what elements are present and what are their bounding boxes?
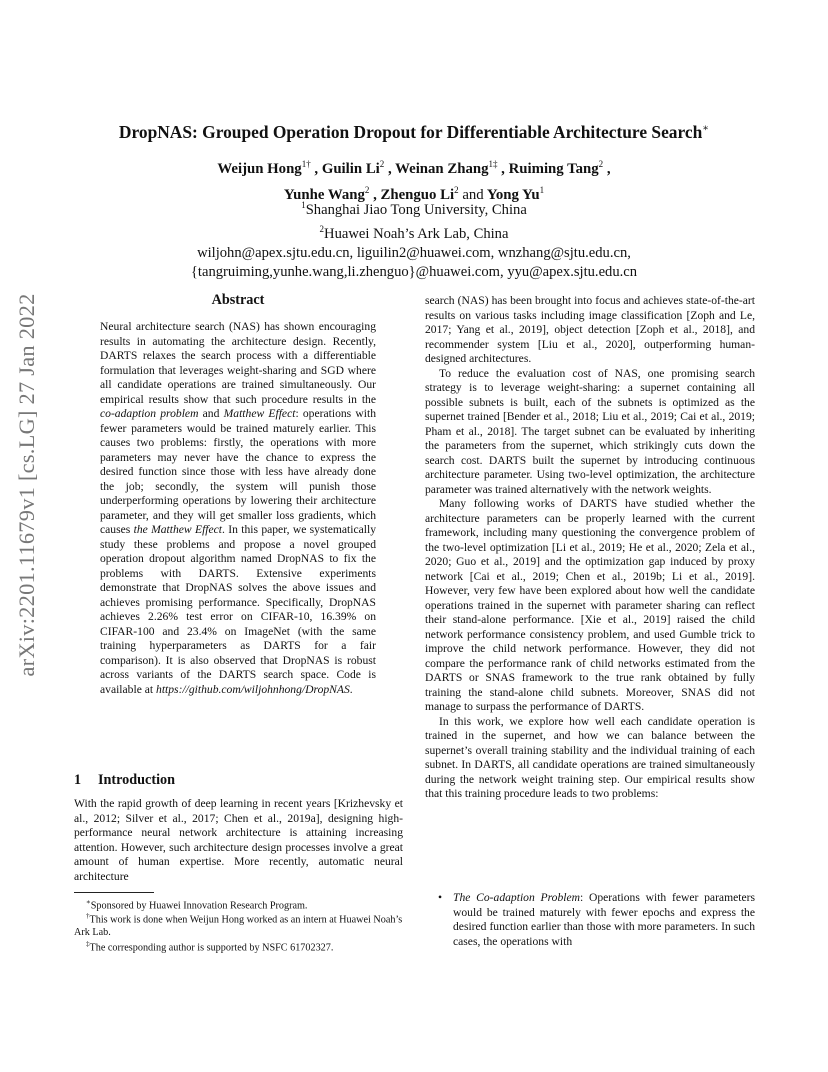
footnote: ∗Sponsored by Huawei Innovation Research Program. xyxy=(86,898,308,912)
paper-title: DropNAS: Grouped Operation Dropout for Differentiable Architecture Search∗ xyxy=(118,121,710,142)
author-line-1: Weijun Hong$^{1\dagger}$ , Guilin Li$^2$ , Weinan Zhang$^{1\ddagger}$ , Ruiming Tang$^2$ , xyxy=(217,159,611,177)
author-name: Ruiming Tang xyxy=(508,160,599,177)
author-name: Weinan Zhang xyxy=(395,160,489,177)
email-line: {tangruiming,yunhe.wang,li.zhenguo}@huawei.com, yyu@apex.sjtu.edu.cn xyxy=(190,263,638,280)
paragraph: search (NAS) has been brought into focus and achieves state-of-the-art results on various tasks including image classification [Zoph and Le, 2017; Yang et al., 2019], object detection [Zoph et al., 2018], and recommender system [Liu et al., 2020], outperforming human-designed architectures. xyxy=(425,294,755,365)
author-name: Guilin Li xyxy=(321,160,380,177)
right-column xyxy=(425,294,755,802)
code-link[interactable]: https://github.com/wiljohnhong/DropNAS xyxy=(156,682,350,696)
author-name: Yunhe Wang xyxy=(283,186,365,203)
author-line-2: Yunhe Wang$^2$ , Zhenguo Li$^2$ and Yong Yu$^1$ xyxy=(283,184,545,203)
paragraph: Many following works of DARTS have studied whether the architecture parameters can be properly learned with the current framework, including many questioning the convergence problem of the two-level optimization [Li et al., 2019; He et al., 2020; Zela et al., 2020; Guo et al., 2019] and the optimization gap induced by proxy network [Cai et al., 2019; Chen et al., 2019b; Li et al., 2019]. However, very few have been explored about how well the candidate operations trained in the supernet with parameter sharing can reflect their stand-alone performance. [Xie et al., 2019] raised the child network performance consistency problem, and used Gumble trick to improve the child network performance. However, they did not compare the performance rank of child networks estimated from the DARTS or SNAS framework to the true rank obtained by fully training the stand-alone child subnets. Moreover, SNAS did not manage to surpass the performance of DARTS. xyxy=(425,497,755,713)
affiliations xyxy=(0,196,828,282)
author-name: Yong Yu xyxy=(486,186,540,203)
abstract-heading: Abstract xyxy=(211,292,265,308)
author-name: Zhenguo Li xyxy=(380,186,455,203)
abstract-body: Neural architecture search (NAS) has shown encouraging results in automating the architecture design. Recently, DARTS relaxes the search process with a differentiable formulation that leverages weight-sharing and SGD where all candidate operations are trained simultaneously. Our empirical results show that such procedure results in the co-adaption problem and Matthew Effect: operations with fewer parameters would be trained maturely earlier. This causes two problems: firstly, the operations with more parameters may never have the chance to express the desired function since those with less have already done the job; secondly, the system will punish those underperforming operations by lowering their architecture parameter, and they will get smaller loss gradients, which causes the Matthew Effect. In this paper, we systematically study these problems and propose a novel grouped operation dropout algorithm named DropNAS to fix the problems with DARTS. Extensive experiments demonstrate that DropNAS solves the above issues and achieves promising performance. Specifically, DropNAS achieves 2.26% test error on CIFAR-10, 16.39% on CIFAR-100 and 23.4% on ImageNet (with the same training hyperparameters as DARTS for a fair comparison). It is also observed that DropNAS is robust across variants of the DARTS search space. Code is available at https://github.com/wiljohnhong/DropNAS. xyxy=(100,320,376,696)
footnote: †This work is done when Weijun Hong worked as an intern at Huawei Noah’s Ark Lab. xyxy=(74,912,403,939)
email-line: wiljohn@apex.sjtu.edu.cn, liguilin2@huawei.com, wnzhang@sjtu.edu.cn, xyxy=(197,244,631,261)
paragraph: To reduce the evaluation cost of NAS, one promising search strategy is to leverage weight-sharing: a supernet containing all possible subnets is built, each of the subnets is optimized as the supernet trained [Bender et al., 2018; Liu et al., 2019; Cai et al., 2019; Pham et al., 2018]. The target subnet can be evaluated by inheriting the parameters from the supernet, which strikingly cuts down the search cost. DARTS built the supernet by introducing continuous architecture parameter. Using two-level optimization, the architecture parameter was trained alternatively with the network weights. xyxy=(425,366,755,496)
author-name: Weijun Hong xyxy=(217,160,302,177)
bullet-item: • The Co-adaption Problem: Operations with fewer parameters would be trained maturely with fewer epochs and express the desired function earlier than those with more parameters. In such cases, the operations with xyxy=(438,891,755,948)
footnote: ‡The corresponding author is supported by NSFC 61702327. xyxy=(86,940,334,954)
affiliation: $^2$Huawei Noah’s Ark Lab, China xyxy=(319,223,509,242)
paragraph: In this work, we explore how well each candidate operation is trained in the supernet, and how we can balance between the supernet’s overall training stability and the individual training of each subnet. In DARTS, all candidate operations are trained simultaneously during the network weight training step. Our empirical results show that this training procedure leads to two problems: xyxy=(425,714,755,800)
intro-paragraph: With the rapid growth of deep learning in recent years [Krizhevsky et al., 2012; Silver et al., 2017; Chen et al., 2019a], designing high-performance neural network architecture is attaining increasing attention. However, such architecture design processes involve a great amount of human expertise. More recently, automatic neural architecture xyxy=(74,797,403,883)
arxiv-stamp: arXiv:2201.11679v1 [cs.LG] 27 Jan 2022 xyxy=(14,293,39,677)
affiliation: $^1$Shanghai Jiao Tong University, China xyxy=(301,200,527,218)
bullet-icon: • xyxy=(438,891,443,904)
section-heading: 1 Introduction xyxy=(74,772,175,788)
footnote-rule xyxy=(74,892,154,893)
